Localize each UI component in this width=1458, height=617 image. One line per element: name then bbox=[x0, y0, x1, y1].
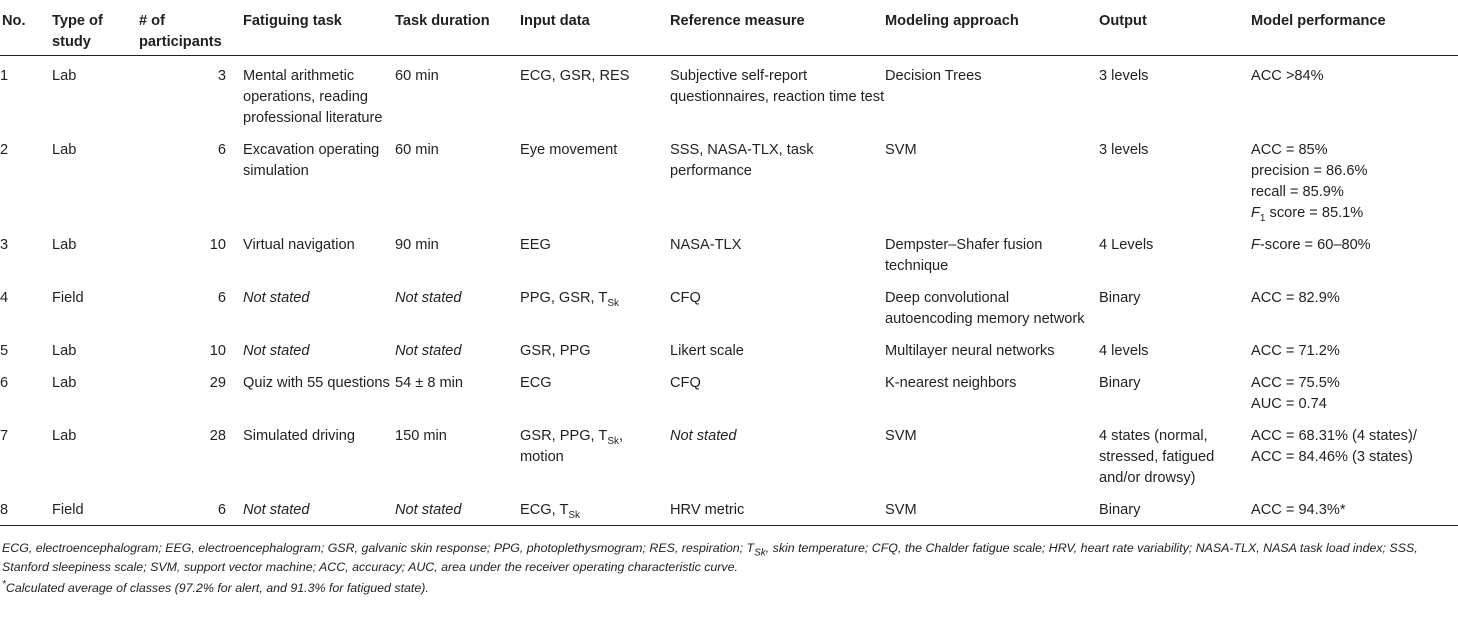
cell-performance bbox=[1251, 334, 1458, 366]
table-header bbox=[0, 0, 1458, 56]
cell-performance bbox=[1251, 228, 1458, 281]
cell-type: Lab bbox=[52, 142, 77, 158]
cell-task: Simulated driving bbox=[243, 428, 355, 444]
performance-line bbox=[1251, 235, 1458, 256]
cell-duration: 54 ± 8 min bbox=[395, 375, 464, 391]
cell-no: 5 bbox=[0, 343, 9, 359]
header-input-data: Input data bbox=[520, 0, 670, 56]
cell-no: 7 bbox=[0, 428, 9, 444]
cell-type: Field bbox=[52, 290, 84, 306]
cell-task: Quiz with 55 questions bbox=[243, 375, 390, 391]
table-row bbox=[0, 366, 1458, 419]
performance-line: ACC = 82.9% bbox=[1251, 290, 1340, 306]
cell-modeling: SVM bbox=[885, 428, 917, 444]
input-text-tail: , motion bbox=[520, 428, 624, 465]
performance-line: ACC >84% bbox=[1251, 68, 1324, 84]
cell-duration: 60 min bbox=[395, 68, 439, 84]
cell-performance bbox=[1251, 493, 1458, 526]
cell-no: 2 bbox=[0, 142, 9, 158]
performance-line: ACC = 84.46% (3 states) bbox=[1251, 449, 1413, 465]
cell-duration: 150 min bbox=[395, 428, 447, 444]
cell-duration: Not stated bbox=[395, 290, 462, 306]
cell-output: Binary bbox=[1099, 375, 1141, 391]
cell-type: Lab bbox=[52, 343, 77, 359]
cell-reference: CFQ bbox=[670, 375, 701, 391]
table-footnote-abbreviations bbox=[0, 526, 1444, 577]
footnote-text-b: , skin temperature; CFQ, the Chalder fatigue scale; HRV, heart rate variability; NASA-TLX, NASA task load index; SSS, Stanford sleepiness scale; SVM, support vector machine; ACC, accuracy; AUC, area under the receiver operating characteristic curve. bbox=[2, 541, 1418, 574]
input-subscript: Sk bbox=[607, 435, 619, 447]
input-subscript: Sk bbox=[607, 297, 619, 309]
cell-modeling: Deep convolutional autoencoding memory network bbox=[885, 290, 1085, 327]
table-footnote-asterisk bbox=[0, 577, 1444, 598]
cell-task: Not stated bbox=[243, 290, 310, 306]
performance-line: ACC = 75.5% bbox=[1251, 375, 1340, 391]
cell-input: ECG bbox=[520, 375, 552, 391]
performance-line: ACC = 85% bbox=[1251, 142, 1328, 158]
f1-symbol: F bbox=[1251, 205, 1260, 221]
performance-line bbox=[1251, 203, 1458, 224]
header-task-duration: Task duration bbox=[395, 0, 520, 56]
input-text: ECG, T bbox=[520, 502, 569, 518]
performance-line: ACC = 68.31% (4 states)/ bbox=[1251, 428, 1417, 444]
cell-participants: 6 bbox=[139, 493, 230, 526]
header-no: No. bbox=[0, 0, 52, 56]
f1-subscript: 1 bbox=[1259, 212, 1266, 224]
cell-no: 8 bbox=[0, 493, 52, 526]
cell-performance bbox=[1251, 133, 1458, 228]
cell-input: Eye movement bbox=[520, 142, 618, 158]
cell-output: 4 levels bbox=[1099, 343, 1149, 359]
table-row bbox=[0, 56, 1458, 134]
cell-task: Excavation operating simulation bbox=[243, 142, 380, 179]
cell-performance bbox=[1251, 56, 1458, 134]
performance-line: precision = 86.6% bbox=[1251, 163, 1368, 179]
table-row bbox=[0, 281, 1458, 334]
cell-modeling: SVM bbox=[885, 142, 917, 158]
table-row bbox=[0, 133, 1458, 228]
cell-input: EEG bbox=[520, 237, 551, 253]
input-text: GSR, PPG, T bbox=[520, 428, 608, 444]
cell-no: 3 bbox=[0, 237, 9, 253]
performance-line: AUC = 0.74 bbox=[1251, 396, 1327, 412]
cell-duration: Not stated bbox=[395, 493, 520, 526]
cell-output: 3 levels bbox=[1099, 142, 1149, 158]
cell-type: Lab bbox=[52, 237, 77, 253]
footnote-note: Calculated average of classes (97.2% for alert, and 91.3% for fatigued state). bbox=[5, 581, 429, 595]
performance-line: ACC = 71.2% bbox=[1251, 343, 1340, 359]
header-row bbox=[0, 0, 1458, 56]
cell-task: Not stated bbox=[230, 493, 395, 526]
cell-input: GSR, PPG bbox=[520, 343, 591, 359]
cell-reference: Likert scale bbox=[670, 343, 744, 359]
header-type-of-study: Type of study bbox=[52, 0, 139, 56]
cell-performance bbox=[1251, 281, 1458, 334]
header-model-performance: Model performance bbox=[1251, 0, 1458, 56]
cell-type: Lab bbox=[52, 68, 77, 84]
cell-no: 4 bbox=[0, 290, 9, 306]
cell-modeling: K-nearest neighbors bbox=[885, 375, 1017, 391]
cell-participants: 10 bbox=[209, 343, 226, 359]
cell-modeling: SVM bbox=[885, 493, 1099, 526]
cell-no: 6 bbox=[0, 375, 9, 391]
cell-participants: 3 bbox=[217, 68, 226, 84]
cell-output: 3 levels bbox=[1099, 68, 1149, 84]
f1-score-text: score = 85.1% bbox=[1269, 205, 1364, 221]
cell-output: Binary bbox=[1099, 493, 1251, 526]
cell-performance bbox=[1251, 366, 1458, 419]
cell-duration: 90 min bbox=[395, 237, 439, 253]
header-output: Output bbox=[1099, 0, 1251, 56]
footnote-asterisk: * bbox=[2, 578, 6, 590]
footnote-marker: * bbox=[1339, 502, 1346, 518]
header-fatiguing-task: Fatiguing task bbox=[230, 0, 395, 56]
cell-task: Virtual navigation bbox=[243, 237, 355, 253]
f-score-text: -score = 60–80% bbox=[1259, 237, 1371, 253]
cell-reference: HRV metric bbox=[670, 493, 885, 526]
table-row bbox=[0, 493, 1458, 526]
cell-output: 4 Levels bbox=[1099, 237, 1154, 253]
footnote-text-a: ECG, electroencephalogram; EEG, electroencephalogram; GSR, galvanic skin response; PPG, photoplethysmogram; RES, respiration; T bbox=[2, 541, 755, 555]
cell-type: Field bbox=[52, 493, 139, 526]
cell-duration: 60 min bbox=[395, 142, 439, 158]
cell-participants: 29 bbox=[209, 375, 226, 391]
cell-output: 4 states (normal, stressed, fatigued and/or drowsy) bbox=[1099, 428, 1215, 486]
cell-reference: Not stated bbox=[670, 428, 737, 444]
cell-output: Binary bbox=[1099, 290, 1141, 306]
cell-task: Not stated bbox=[243, 343, 310, 359]
cell-input bbox=[520, 281, 670, 334]
cell-modeling: Multilayer neural networks bbox=[885, 343, 1055, 359]
table-row bbox=[0, 419, 1458, 493]
cell-participants: 6 bbox=[217, 290, 226, 306]
f-symbol: F bbox=[1251, 237, 1260, 253]
table-row bbox=[0, 228, 1458, 281]
header-reference-measure: Reference measure bbox=[670, 0, 885, 56]
cell-type: Lab bbox=[52, 375, 77, 391]
cell-modeling: Dempster–Shafer fusion technique bbox=[885, 237, 1043, 274]
cell-participants: 6 bbox=[217, 142, 226, 158]
cell-type: Lab bbox=[52, 428, 77, 444]
cell-performance bbox=[1251, 419, 1458, 493]
cell-reference: CFQ bbox=[670, 290, 701, 306]
cell-participants: 28 bbox=[209, 428, 226, 444]
performance-line: recall = 85.9% bbox=[1251, 184, 1344, 200]
performance-text: ACC = 94.3% bbox=[1251, 502, 1340, 518]
table-body bbox=[0, 56, 1458, 526]
cell-input: ECG, GSR, RES bbox=[520, 68, 630, 84]
cell-duration: Not stated bbox=[395, 343, 462, 359]
header-participants: # of participants bbox=[139, 0, 230, 56]
cell-reference: Subjective self-report questionnaires, reaction time test bbox=[670, 68, 885, 105]
cell-task: Mental arithmetic operations, reading professional literature bbox=[243, 68, 383, 126]
table-row bbox=[0, 334, 1458, 366]
cell-reference: NASA-TLX bbox=[670, 237, 742, 253]
performance-line bbox=[1251, 500, 1458, 521]
cell-participants: 10 bbox=[209, 237, 226, 253]
cell-no: 1 bbox=[0, 68, 9, 84]
cell-reference: SSS, NASA-TLX, task performance bbox=[670, 142, 814, 179]
input-text: PPG, GSR, T bbox=[520, 290, 608, 306]
header-modeling-approach: Modeling approach bbox=[885, 0, 1099, 56]
footnote-subscript: Sk bbox=[754, 547, 766, 559]
cell-modeling: Decision Trees bbox=[885, 68, 982, 84]
input-subscript: Sk bbox=[568, 509, 581, 521]
cell-input bbox=[520, 419, 670, 493]
cell-input bbox=[520, 493, 670, 526]
